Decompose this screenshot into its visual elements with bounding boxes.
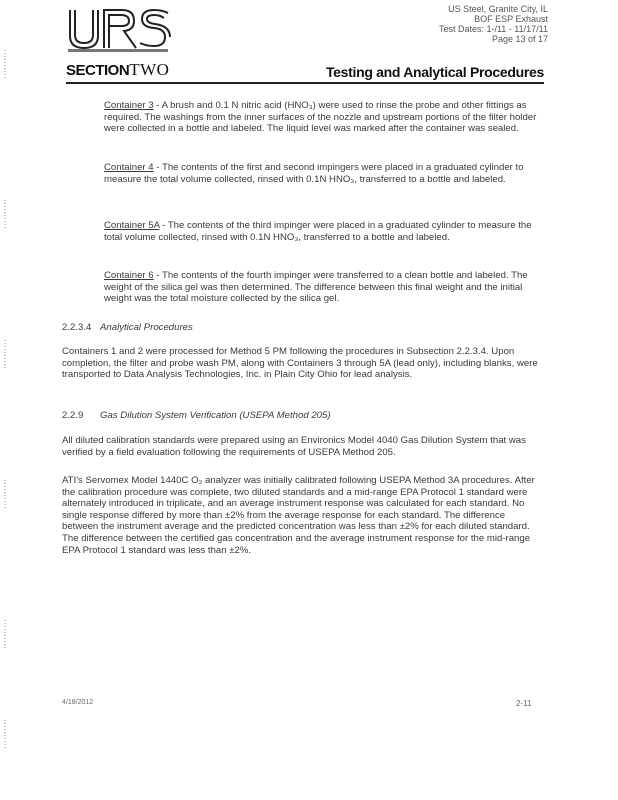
section-label — [66, 60, 169, 80]
section-label-light: TWO — [129, 60, 170, 79]
margin-dots — [2, 40, 8, 760]
header-line-source: BOF ESP Exhaust — [474, 14, 548, 24]
container-3-label: Container 3 — [104, 100, 154, 111]
header-info — [439, 4, 548, 44]
heading-title: Gas Dilution System Verification (USEPA Method 205) — [100, 410, 331, 421]
analyzer-calibration-text: ATI's Servomex Model 1440C O₂ analyzer was initially calibrated following USEPA Method 3A procedures. After the calibration procedure was complete, two diluted standards and a mid-range EPA Protocol 1 standard were alternately introduced in triplicate, and an average instrument response was calculated for each standard. No single response differed by more than ±2% from the average response for each standard. The difference between the instrument average and the predicted concentration was less than ±2% for each diluted standard. The difference between the certified gas concentration and the average instrument response for the mid-range EPA Protocol 1 standard was less than ±2%. — [62, 475, 535, 556]
section-label-bold: SECTION — [66, 62, 130, 79]
paragraph-container-3 — [104, 100, 540, 135]
container-5a-label: Container 5A — [104, 220, 160, 231]
container-3-text: - A brush and 0.1 N nitric acid (HNO₃) were used to rinse the probe and other fittings as required. The washings from the inner surfaces of the nozzle and upstream portions of the filter holder were collected in a bottle and labeled. The liquid level was marked after the container was sealed. — [104, 100, 537, 135]
paragraph-dilution-system — [62, 435, 540, 458]
lead-analysis-text: Containers 1 and 2 were processed for Method 5 PM following the procedures in Subsection 2.2.3.4. Upon completion, the filter and probe wash PM, along with Containers 3 through 5A (lead only), including blanks, were transported to Data Analysis Technologies, Inc. in Plain City Ohio for lead analysis. — [62, 346, 538, 381]
container-5a-text: - The contents of the third impinger were placed in a graduated cylinder to measure the total volume collected, rinsed with 0.1N HNO₃, transferred to a bottle and labeled. — [104, 220, 532, 243]
header-line-page: Page 13 of 17 — [491, 34, 548, 44]
header-line-dates: Test Dates: 1-/11 - 11/17/11 — [438, 24, 548, 34]
section-title: Testing and Analytical Procedures — [325, 64, 544, 80]
paragraph-lead-analysis — [62, 346, 540, 381]
container-6-label: Container 6 — [104, 270, 154, 281]
container-4-label: Container 4 — [104, 162, 154, 173]
urs-logo — [66, 8, 172, 54]
header-line-site: US Steel, Granite City, IL — [448, 4, 548, 14]
urs-logo-graphic — [66, 8, 172, 54]
heading-number: 2.2.9 — [62, 410, 84, 421]
section-header — [66, 62, 544, 84]
paragraph-container-4 — [104, 162, 540, 185]
dilution-system-text: All diluted calibration standards were prepared using an Environics Model 4040 Gas Dilution System that was verified by a field evaluation following the requirements of USEPA Method 205. — [62, 435, 526, 458]
heading-number: 2.2.3.4 — [62, 322, 92, 333]
paragraph-container-6 — [104, 270, 540, 305]
container-4-text: - The contents of the first and second impingers were placed in a graduated cylinder to measure the total volume collected, rinsed with 0.1N HNO₃, transferred to a bottle and labeled. — [104, 162, 524, 185]
container-6-text: - The contents of the fourth impinger were transferred to a clean bottle and labeled. The weight of the silica gel was then determined. The difference between this final weight and the initial weight was the total moisture collected by the silica gel. — [104, 270, 528, 305]
paragraph-container-5a — [104, 220, 540, 243]
heading-gas-dilution — [62, 410, 331, 421]
footer-date: 4/18/2012 — [62, 699, 94, 706]
footer-page-number: 2-11 — [516, 699, 532, 708]
heading-analytical-procedures — [62, 322, 193, 333]
paragraph-analyzer-calibration — [62, 475, 540, 556]
heading-title: Analytical Procedures — [100, 322, 193, 333]
